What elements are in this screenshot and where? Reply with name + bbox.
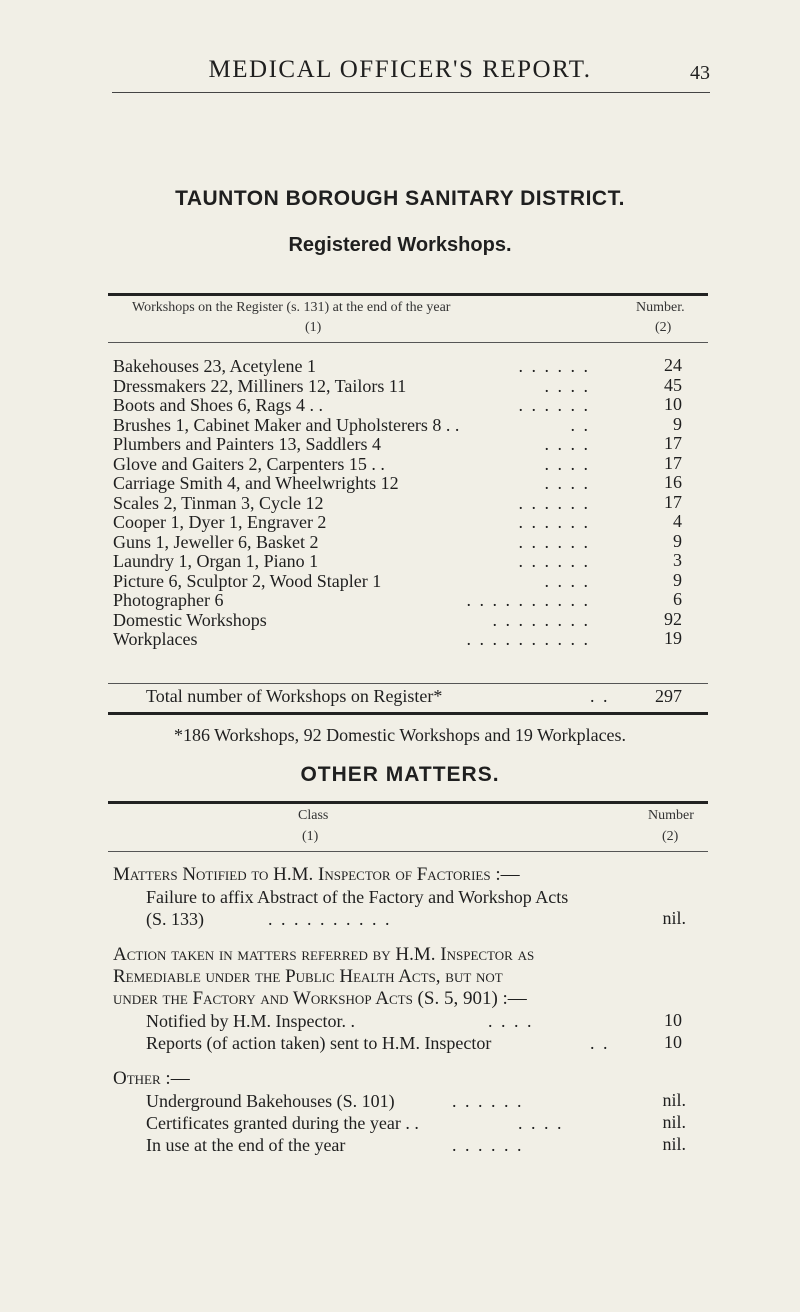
workshop-row-label: Guns 1, Jeweller 6, Basket 2 xyxy=(113,532,319,552)
table-top-rule xyxy=(108,293,708,296)
workshop-row-value: 19 xyxy=(664,628,682,648)
workshop-row-label: Bakehouses 23, Acetylene 1 xyxy=(113,356,316,376)
other-item-leader: . . . . . . xyxy=(452,1091,524,1111)
workshop-row-leader: . . . . xyxy=(544,473,590,493)
other-item-value: nil. xyxy=(662,1090,686,1110)
workshop-row-leader: . . . . . . . . . . xyxy=(466,629,590,649)
workshop-row-label: Laundry 1, Organ 1, Piano 1 xyxy=(113,551,319,571)
workshop-row-leader: . . . . xyxy=(544,434,590,454)
workshop-row-value: 4 xyxy=(673,511,682,531)
workshop-row-label: Photographer 6 xyxy=(113,590,224,610)
matters-leader: . . . . . . . . . . xyxy=(268,909,392,929)
workshop-row-label: Picture 6, Sculptor 2, Wood Stapler 1 xyxy=(113,571,382,591)
workshop-row-value: 10 xyxy=(664,394,682,414)
workshop-row-leader: . . . . . . . . xyxy=(492,610,590,630)
page-number: 43 xyxy=(690,62,710,84)
action-item-value: 10 xyxy=(664,1032,682,1052)
workshop-row-value: 6 xyxy=(673,589,682,609)
workshop-row-leader: . . . . . . xyxy=(518,551,590,571)
workshop-row-value: 3 xyxy=(673,550,682,570)
workshop-row-value: 16 xyxy=(664,472,682,492)
other-item-label: Certificates granted during the year . . xyxy=(146,1113,419,1133)
other-col1-header: Class xyxy=(298,808,329,823)
workshop-row-value: 92 xyxy=(664,609,682,629)
workshop-row-value: 17 xyxy=(664,453,682,473)
other-matters-title: OTHER MATTERS. xyxy=(300,763,500,786)
total-value: 297 xyxy=(655,686,682,706)
action-item-leader: . . . . xyxy=(488,1011,534,1031)
workshop-row-leader: . . . . . . xyxy=(518,532,590,552)
workshop-row-leader: . . . . . . xyxy=(518,356,590,376)
action-heading-line: under the Factory and Workshop Acts (S. 5, 901) :— xyxy=(113,988,527,1009)
table-bottom-rule xyxy=(108,712,708,715)
workshop-row-value: 9 xyxy=(673,570,682,590)
other-item-leader: . . . . xyxy=(518,1113,564,1133)
workshop-row-label: Boots and Shoes 6, Rags 4 . . xyxy=(113,395,324,415)
running-head: MEDICAL OFFICER'S REPORT. xyxy=(208,56,592,83)
action-heading-line: Remediable under the Public Health Acts, but not xyxy=(113,966,503,987)
workshop-row-value: 17 xyxy=(664,433,682,453)
workshop-row-label: Scales 2, Tinman 3, Cycle 12 xyxy=(113,493,324,513)
action-item-leader: . . xyxy=(590,1033,610,1053)
workshop-row-leader: . . . . . . . . . . xyxy=(466,590,590,610)
other-item-leader: . . . . . . xyxy=(452,1135,524,1155)
matters-line: (S. 133) xyxy=(146,909,204,929)
other-item-value: nil. xyxy=(662,1134,686,1154)
workshop-row-label: Brushes 1, Cabinet Maker and Upholsterers 8 . . xyxy=(113,415,460,435)
other-col1-number: (1) xyxy=(302,829,319,844)
action-item-value: 10 xyxy=(664,1010,682,1030)
workshop-row-value: 9 xyxy=(673,531,682,551)
col2-number: (2) xyxy=(655,320,672,335)
col2-header: Number. xyxy=(636,300,685,315)
workshop-row-value: 45 xyxy=(664,375,682,395)
other-item-value: nil. xyxy=(662,1112,686,1132)
other-header-rule xyxy=(108,851,708,852)
workshop-row-label: Glove and Gaiters 2, Carpenters 15 . . xyxy=(113,454,385,474)
matters-line: Failure to affix Abstract of the Factory and Workshop Acts xyxy=(146,887,569,907)
workshop-row-leader: . . . . . . xyxy=(518,493,590,513)
workshop-row-value: 9 xyxy=(673,414,682,434)
workshop-row-label: Domestic Workshops xyxy=(113,610,267,630)
matters-value: nil. xyxy=(662,908,686,928)
section-title: Registered Workshops. xyxy=(288,234,512,256)
other-heading: Other :— xyxy=(113,1068,190,1089)
workshop-row-label: Dressmakers 22, Milliners 12, Tailors 11 xyxy=(113,376,407,396)
total-leader: . . xyxy=(590,686,610,706)
other-item-label: Underground Bakehouses (S. 101) xyxy=(146,1091,395,1111)
workshop-row-label: Workplaces xyxy=(113,629,198,649)
workshop-row-leader: . . xyxy=(570,415,590,435)
workshop-row-value: 17 xyxy=(664,492,682,512)
other-col2-number: (2) xyxy=(662,829,679,844)
other-col2-header: Number xyxy=(648,808,694,823)
workshop-row-leader: . . . . xyxy=(544,454,590,474)
workshop-row-label: Cooper 1, Dyer 1, Engraver 2 xyxy=(113,512,327,532)
other-item-label: In use at the end of the year xyxy=(146,1135,346,1155)
other-top-rule xyxy=(108,801,708,804)
workshop-row-value: 24 xyxy=(664,355,682,375)
col1-header: Workshops on the Register (s. 131) at the end of the year xyxy=(132,300,451,315)
workshop-row-label: Carriage Smith 4, and Wheelwrights 12 xyxy=(113,473,399,493)
header-rule xyxy=(112,92,710,93)
action-item-label: Notified by H.M. Inspector. . xyxy=(146,1011,355,1031)
total-rule xyxy=(108,683,708,684)
workshop-row-leader: . . . . . . xyxy=(518,512,590,532)
table-header-rule xyxy=(108,342,708,343)
workshop-row-leader: . . . . . . xyxy=(518,395,590,415)
action-item-label: Reports (of action taken) sent to H.M. Inspector xyxy=(146,1033,492,1053)
workshop-row-leader: . . . . xyxy=(544,376,590,396)
total-label: Total number of Workshops on Register* xyxy=(146,686,443,706)
col1-number: (1) xyxy=(305,320,322,335)
workshop-row-leader: . . . . xyxy=(544,571,590,591)
workshop-row-label: Plumbers and Painters 13, Saddlers 4 xyxy=(113,434,381,454)
footnote: *186 Workshops, 92 Domestic Workshops and 19 Workplaces. xyxy=(173,725,627,745)
action-heading-line: Action taken in matters referred by H.M. Inspector as xyxy=(113,944,535,965)
matters-notified-heading: Matters Notified to H.M. Inspector of Factories :— xyxy=(113,864,520,885)
district-title: TAUNTON BOROUGH SANITARY DISTRICT. xyxy=(175,187,625,210)
